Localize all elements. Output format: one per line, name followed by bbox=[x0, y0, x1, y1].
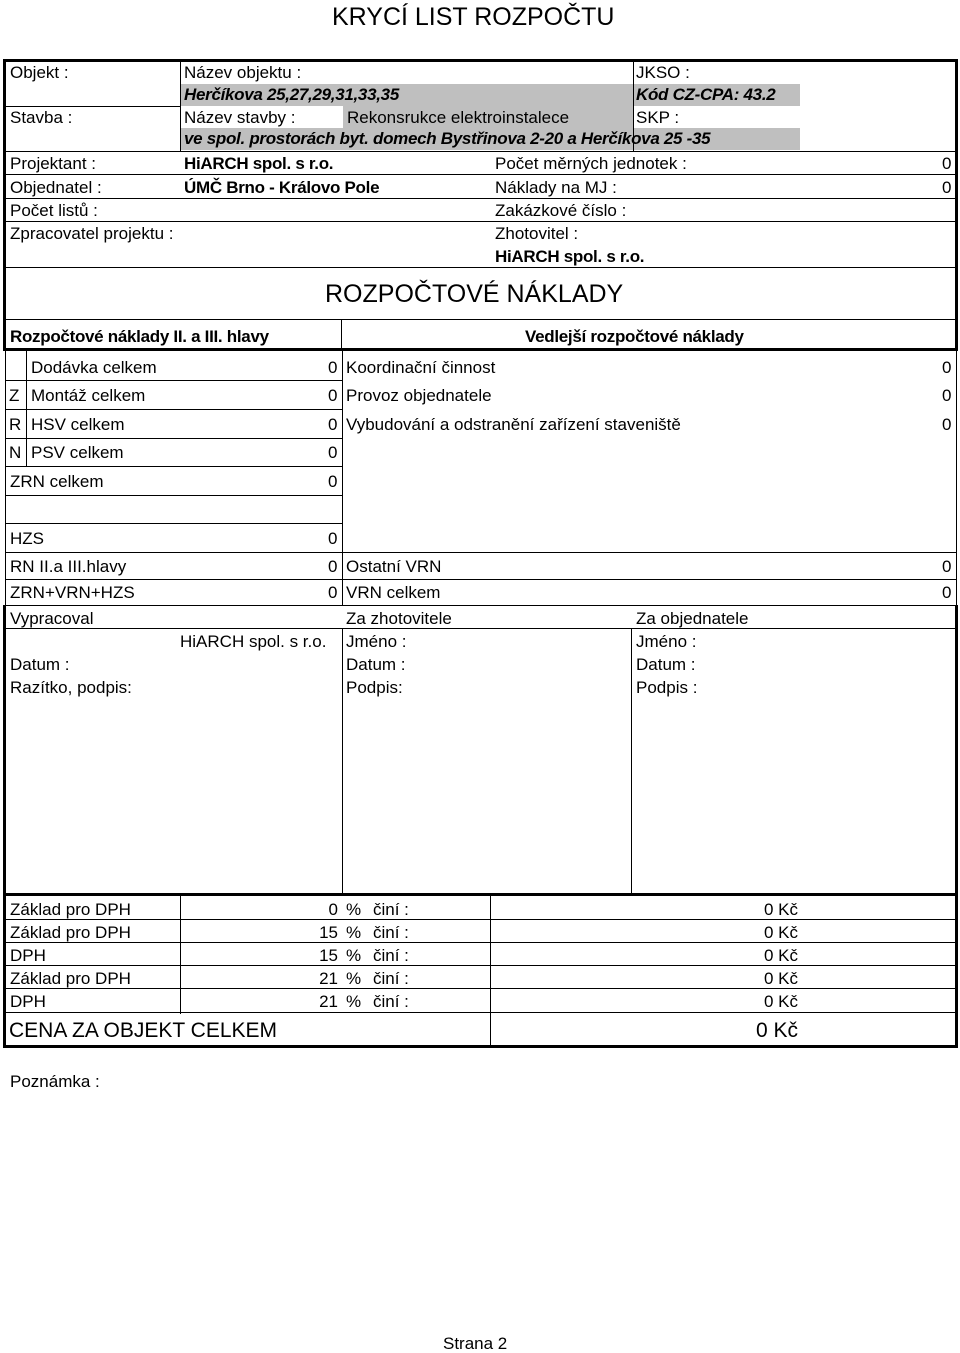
vat-rate: 15 bbox=[319, 946, 338, 965]
border bbox=[5, 409, 342, 410]
vat-rate: 21 bbox=[319, 992, 338, 1011]
cost-value-hsv: 0 bbox=[328, 415, 338, 434]
vrn-value-provoz: 0 bbox=[942, 386, 952, 405]
total-label: ZRN+VRN+HZS bbox=[10, 583, 135, 602]
skp-label: SKP : bbox=[636, 108, 680, 127]
vat-label: Základ pro DPH bbox=[10, 923, 131, 942]
vrn-celkem-label: VRN celkem bbox=[346, 583, 441, 602]
right-costs-heading: Vedlejší rozpočtové náklady bbox=[525, 327, 744, 346]
zrn-letter-r: R bbox=[9, 415, 22, 434]
stavba-label: Stavba : bbox=[10, 108, 73, 127]
total-value: 0 bbox=[328, 583, 338, 602]
projektant: HiARCH spol. s r.o. bbox=[184, 154, 334, 173]
objednatel-label: Objednatel : bbox=[10, 178, 102, 197]
jkso-label: JKSO : bbox=[636, 63, 690, 82]
vat-cini: činí : bbox=[373, 992, 409, 1011]
border bbox=[5, 198, 956, 199]
border bbox=[180, 896, 181, 1014]
vat-cini: činí : bbox=[373, 969, 409, 988]
border bbox=[955, 59, 958, 350]
zpracovatel-label: Zpracovatel projektu : bbox=[10, 224, 174, 243]
vypracoval-company: HiARCH spol. s r.o. bbox=[180, 632, 327, 651]
border bbox=[955, 319, 958, 351]
rn-value: 0 bbox=[328, 557, 338, 576]
cost-value-zrn: 0 bbox=[328, 472, 338, 491]
vat-pct: % bbox=[346, 946, 362, 965]
border bbox=[3, 59, 6, 350]
vypracoval-label: Vypracoval bbox=[10, 609, 94, 628]
border bbox=[5, 628, 956, 629]
za-objednatele-label: Za objednatele bbox=[636, 609, 749, 628]
zhotovitel-datum-label: Datum : bbox=[346, 655, 406, 674]
zhotovitel-jmeno-label: Jméno : bbox=[346, 632, 407, 651]
border bbox=[5, 495, 342, 496]
vat-pct: % bbox=[346, 923, 362, 942]
border bbox=[3, 1045, 958, 1048]
pocet-mj-label: Počet měrných jednotek : bbox=[495, 154, 687, 173]
vrn-value-koordinacni: 0 bbox=[942, 358, 952, 377]
vrn-value-zarizeni: 0 bbox=[942, 415, 952, 434]
grand-total-amount: 0 Kč bbox=[755, 1019, 798, 1042]
ostatni-vrn-label: Ostatní VRN bbox=[346, 557, 442, 576]
border bbox=[3, 319, 958, 320]
vat-amount: 0 Kč bbox=[763, 992, 798, 1011]
costs-heading: ROZPOČTOVÉ NÁKLADY bbox=[325, 280, 624, 308]
left-costs-heading: Rozpočtové náklady II. a III. hlavy bbox=[10, 327, 269, 346]
border bbox=[5, 351, 6, 605]
nazev-objektu-label: Název objektu : bbox=[184, 63, 302, 82]
border bbox=[955, 605, 958, 894]
objednatel-podpis-label: Podpis : bbox=[636, 678, 698, 697]
border bbox=[5, 988, 956, 989]
vat-pct: % bbox=[346, 992, 362, 1011]
cost-value-dodavka: 0 bbox=[328, 358, 338, 377]
zakazkove-cislo-label: Zakázkové číslo : bbox=[495, 201, 627, 220]
zhotovitel: HiARCH spol. s r.o. bbox=[495, 247, 645, 266]
cost-label-psv: PSV celkem bbox=[31, 443, 124, 462]
zhotovitel-label: Zhotovitel : bbox=[495, 224, 579, 243]
border bbox=[342, 628, 343, 894]
ostatni-vrn-value: 0 bbox=[942, 557, 952, 576]
border bbox=[3, 348, 958, 351]
border bbox=[3, 605, 6, 894]
nazev-stavby-label: Název stavby : bbox=[184, 108, 296, 127]
vat-label: DPH bbox=[10, 992, 46, 1011]
vypracoval-datum-label: Datum : bbox=[10, 655, 70, 674]
rn-label: RN II.a III.hlavy bbox=[10, 557, 127, 576]
border bbox=[956, 351, 957, 605]
border bbox=[5, 942, 956, 943]
nazev-stavby-line-2: ve spol. prostorách byt. domech Bystřinova 2-20 a Herčíkova 25 -35 bbox=[184, 129, 711, 148]
zhotovitel-podpis-label: Podpis: bbox=[346, 678, 403, 697]
kod-cpa: Kód CZ-CPA: 43.2 bbox=[636, 85, 776, 104]
vrn-celkem-value: 0 bbox=[942, 583, 952, 602]
border bbox=[5, 965, 956, 966]
border bbox=[5, 151, 956, 152]
vat-cini: činí : bbox=[373, 900, 409, 919]
vat-amount: 0 Kč bbox=[763, 923, 798, 942]
cost-value-montaz: 0 bbox=[328, 386, 338, 405]
pocet-listu-label: Počet listů : bbox=[10, 201, 98, 220]
vat-label: DPH bbox=[10, 946, 46, 965]
hzs-value: 0 bbox=[328, 529, 338, 548]
vrn-label-koordinacni: Koordinační činnost bbox=[346, 358, 496, 377]
vat-label: Základ pro DPH bbox=[10, 900, 131, 919]
cost-label-dodavka: Dodávka celkem bbox=[31, 358, 157, 377]
vrn-label-provoz: Provoz objednatele bbox=[346, 386, 492, 405]
vat-rate: 15 bbox=[319, 923, 338, 942]
border bbox=[180, 61, 181, 151]
naklady-mj-value: 0 bbox=[942, 178, 952, 197]
vat-cini: činí : bbox=[373, 923, 409, 942]
vat-cini: činí : bbox=[373, 946, 409, 965]
border bbox=[5, 106, 180, 107]
border bbox=[5, 1012, 956, 1013]
border bbox=[342, 351, 343, 605]
objekt-label: Objekt : bbox=[10, 63, 69, 82]
border bbox=[5, 579, 956, 580]
page-number: Strana 2 bbox=[443, 1334, 508, 1353]
objednatel-datum-label: Datum : bbox=[636, 655, 696, 674]
vat-amount: 0 Kč bbox=[763, 900, 798, 919]
cost-label-montaz: Montáž celkem bbox=[31, 386, 146, 405]
border bbox=[631, 628, 632, 894]
nazev-stavby-line-1: Rekonsrukce elektroinstalece bbox=[347, 108, 570, 127]
vat-amount: 0 Kč bbox=[763, 969, 798, 988]
objednatel: ÚMČ Brno - Královo Pole bbox=[184, 178, 380, 197]
cost-label-hsv: HSV celkem bbox=[31, 415, 125, 434]
border bbox=[5, 380, 342, 381]
border bbox=[5, 174, 956, 175]
border bbox=[3, 59, 958, 62]
border bbox=[5, 605, 956, 606]
hzs-label: HZS bbox=[10, 529, 44, 548]
border bbox=[5, 221, 956, 222]
nazev-objektu: Herčíkova 25,27,29,31,33,35 bbox=[184, 85, 399, 104]
page-title: KRYCÍ LIST ROZPOČTU bbox=[332, 3, 615, 31]
border bbox=[955, 893, 958, 1048]
naklady-mj-label: Náklady na MJ : bbox=[495, 178, 617, 197]
border bbox=[5, 438, 342, 439]
vat-pct: % bbox=[346, 969, 362, 988]
razitko-label: Razítko, podpis: bbox=[10, 678, 132, 697]
poznamka-label: Poznámka : bbox=[10, 1072, 100, 1091]
vat-label: Základ pro DPH bbox=[10, 969, 131, 988]
za-zhotovitele-label: Za zhotovitele bbox=[346, 609, 452, 628]
border bbox=[5, 466, 342, 467]
border bbox=[3, 893, 958, 896]
pocet-mj-value: 0 bbox=[942, 154, 952, 173]
border bbox=[5, 523, 342, 524]
projektant-label: Projektant : bbox=[10, 154, 96, 173]
vrn-label-zarizeni: Vybudování a odstranění zařízení staveniště bbox=[346, 415, 681, 434]
border bbox=[5, 919, 956, 920]
zrn-letter-n: N bbox=[9, 443, 22, 462]
grand-total-label: CENA ZA OBJEKT CELKEM bbox=[9, 1019, 278, 1042]
vat-pct: % bbox=[346, 900, 362, 919]
cost-value-psv: 0 bbox=[328, 443, 338, 462]
vat-rate: 0 bbox=[328, 900, 338, 919]
border bbox=[5, 267, 956, 268]
zrn-letter-z: Z bbox=[9, 386, 20, 405]
objednatel-jmeno-label: Jméno : bbox=[636, 632, 697, 651]
vat-amount: 0 Kč bbox=[763, 946, 798, 965]
border bbox=[341, 320, 342, 350]
border bbox=[3, 319, 6, 351]
vat-rate: 21 bbox=[319, 969, 338, 988]
border bbox=[3, 893, 6, 1048]
border bbox=[5, 552, 956, 553]
cost-label-zrn: ZRN celkem bbox=[10, 472, 104, 491]
